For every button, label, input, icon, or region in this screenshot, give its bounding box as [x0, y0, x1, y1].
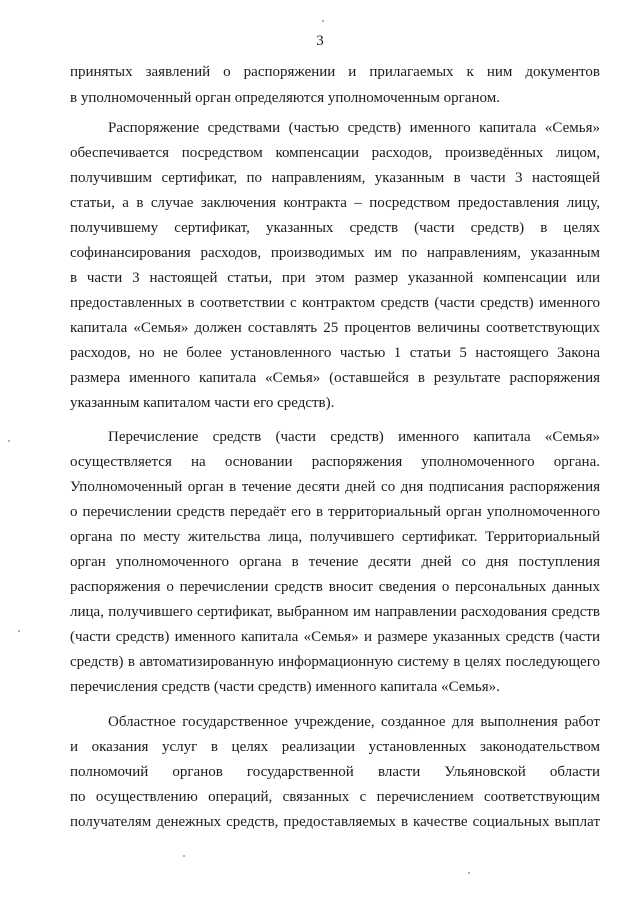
scan-speck [468, 872, 470, 874]
text-line: получившим сертификат, по направлениям, указанным в части 3 настоящей [70, 170, 600, 186]
scan-speck [183, 855, 185, 857]
text-line: предоставленных в соответствии с контрактом средств (части средств) именного [70, 295, 600, 311]
text-line: принятых заявлений о распоряжении и прилагаемых к ним документов [70, 64, 600, 80]
text-line: органа по месту жительства лица, получившего сертификат. Территориальный [70, 529, 600, 545]
text-line: Распоряжение средствами (частью средств) именного капитала «Семья» [108, 120, 600, 136]
text-line: указанным капиталом части его средств). [70, 395, 335, 411]
text-line: статьи, а в случае заключения контракта – посредством предоставления лицу, [70, 195, 600, 211]
scan-speck [322, 20, 324, 22]
text-line: получившему сертификат, указанных средств (части средств) в целях [70, 220, 600, 236]
text-line: лица, получившего сертификат, выбранном им направлении расходования средств [70, 604, 600, 620]
text-line: капитала «Семья» должен составлять 25 процентов величины соответствующих [70, 320, 600, 336]
text-line: расходов, но не более установленного частью 1 статьи 5 настоящего Закона [70, 345, 600, 361]
text-line: получателям денежных средств, предоставляемых в качестве социальных выплат [70, 814, 600, 830]
text-line: размера именного капитала «Семья» (оставшейся в результате распоряжения [70, 370, 600, 386]
text-line: полномочий органов государственной власти Ульяновской области [70, 764, 600, 780]
text-line: перечисления средств (части средств) именного капитала «Семья». [70, 679, 500, 695]
text-line: Уполномоченный орган в течение десяти дней со дня подписания распоряжения [70, 479, 600, 495]
text-line: в части 3 настоящей статьи, при этом размер указанной компенсации или [70, 270, 600, 286]
text-line: (части средств) именного капитала «Семья» и размере указанных средств (части [70, 629, 600, 645]
text-line: и оказания услуг в целях реализации установленных законодательством [70, 739, 600, 755]
text-line: Областное государственное учреждение, созданное для выполнения работ [108, 714, 600, 730]
page-number: 3 [316, 33, 324, 49]
text-line: орган уполномоченного органа в течение десяти дней со дня поступления [70, 554, 600, 570]
text-line: по осуществлению операций, связанных с перечислением соответствующим [70, 789, 600, 805]
text-line: средств) в автоматизированную информационную систему в целях последующего [70, 654, 600, 670]
text-line: софинансирования расходов, производимых им по направлениям, указанным [70, 245, 600, 261]
scan-speck [8, 440, 10, 442]
scan-speck [18, 630, 20, 632]
text-line: в уполномоченный орган определяются уполномоченным органом. [70, 90, 500, 106]
text-line: о перечислении средств передаёт его в территориальный орган уполномоченного [70, 504, 600, 520]
text-line: обеспечивается посредством компенсации расходов, произведённых лицом, [70, 145, 600, 161]
text-line: Перечисление средств (части средств) именного капитала «Семья» [108, 429, 600, 445]
text-line: осуществляется на основании распоряжения уполномоченного органа. [70, 454, 600, 470]
text-line: распоряжения о перечислении средств вносит сведения о персональных данных [70, 579, 600, 595]
